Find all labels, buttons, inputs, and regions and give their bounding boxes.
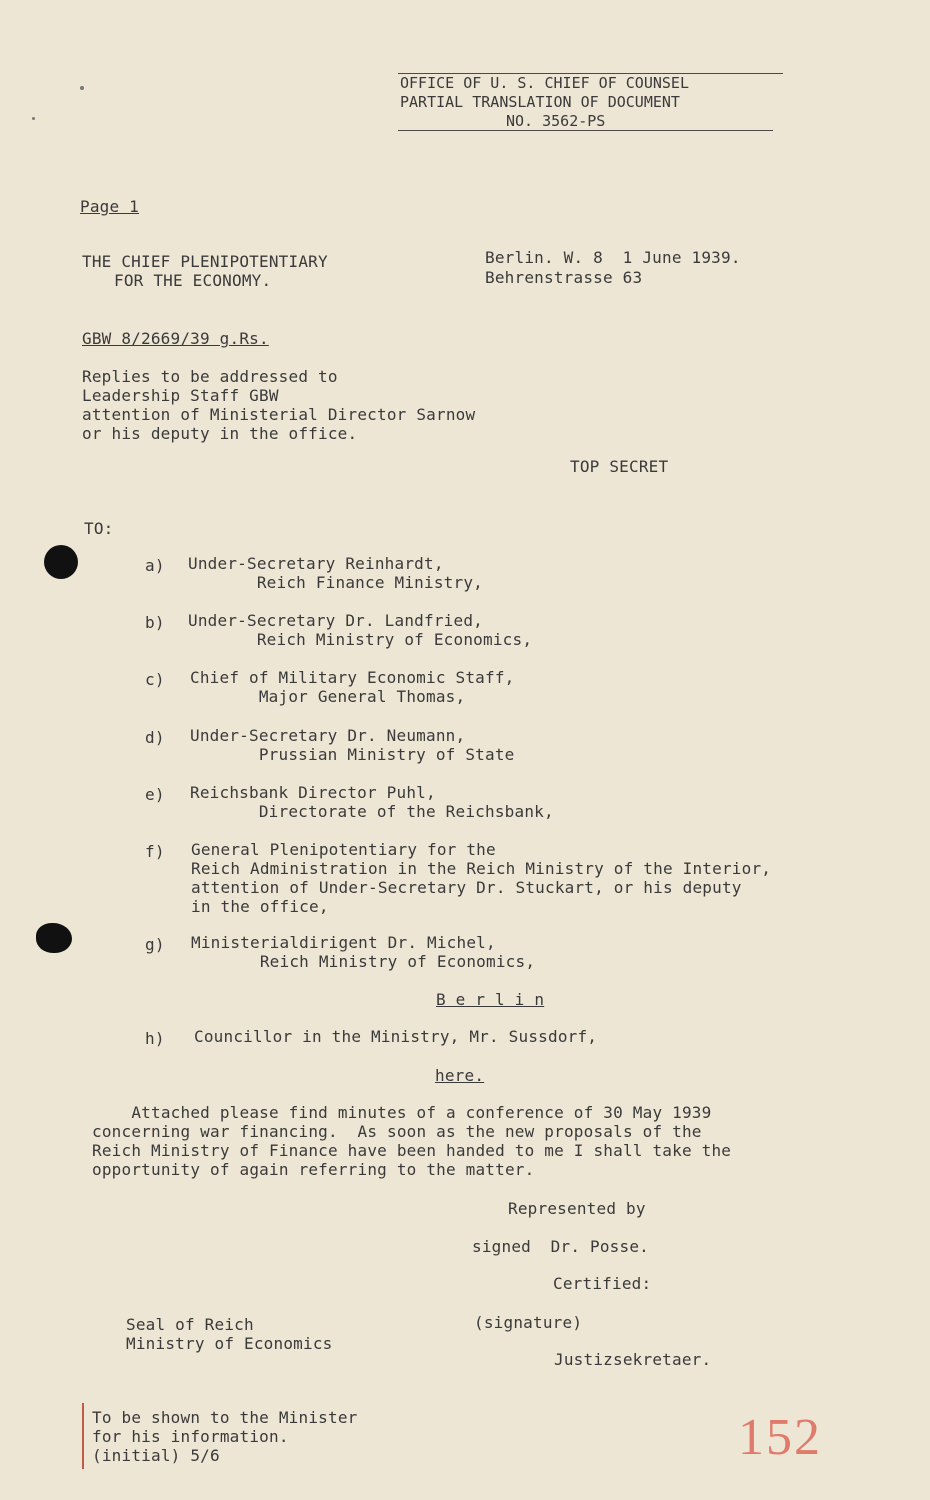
recipient-a-letter: a) (145, 556, 165, 575)
classification: TOP SECRET (570, 457, 669, 476)
sender-line-1: THE CHIEF PLENIPOTENTIARY (82, 252, 328, 271)
recipient-c-letter: c) (145, 670, 165, 689)
document-header (400, 74, 790, 131)
recipient-g-line-1: Ministerialdirigent Dr. Michel, (191, 933, 496, 952)
recipient-g-letter: g) (145, 935, 165, 954)
stamp-number: 152 (738, 1409, 822, 1466)
body-line-2: concerning war financing. As soon as the new proposals of the (92, 1122, 702, 1141)
punch-hole-bottom (36, 923, 72, 953)
recipient-h-letter: h) (145, 1029, 165, 1048)
corner-mark (80, 86, 84, 90)
note-line-1: To be shown to the Minister (92, 1408, 358, 1427)
recipient-f-line-3: attention of Under-Secretary Dr. Stuckart, or his deputy (191, 878, 742, 897)
body-line-1: Attached please find minutes of a conference of 30 May 1939 (92, 1103, 712, 1122)
place-date-line-2: Behrenstrasse 63 (485, 268, 643, 287)
recipient-a-line-2: Reich Finance Ministry, (188, 573, 483, 592)
reference-number: GBW 8/2669/39 g.Rs. (82, 329, 269, 348)
recipient-c-line-2: Major General Thomas, (190, 687, 466, 706)
recipient-b-line-2: Reich Ministry of Economics, (188, 630, 533, 649)
recipient-e-line-1: Reichsbank Director Puhl, (190, 783, 436, 802)
body-line-4: opportunity of again referring to the matter. (92, 1160, 535, 1179)
signed-line: signed Dr. Posse. (472, 1237, 649, 1256)
recipient-f-line-1: General Plenipotentiary for the (191, 840, 496, 859)
signature-note: (signature) (474, 1313, 583, 1332)
signatory-title: Justizsekretaer. (554, 1350, 712, 1369)
note-line-2: for his information. (92, 1427, 289, 1446)
certified-label: Certified: (553, 1274, 652, 1293)
recipient-e-letter: e) (145, 785, 165, 804)
recipient-a-line-1: Under-Secretary Reinhardt, (188, 554, 444, 573)
recipient-c-line-1: Chief of Military Economic Staff, (190, 668, 515, 687)
replies-line-1: Replies to be addressed to (82, 367, 338, 386)
note-line-3: (initial) 5/6 (92, 1446, 220, 1465)
to-label: TO: (84, 519, 114, 538)
recipient-g-line-2: Reich Ministry of Economics, (191, 952, 536, 971)
recipient-d-line-2: Prussian Ministry of State (190, 745, 515, 764)
header-top-rule (398, 73, 783, 74)
page-label: Page 1 (80, 197, 139, 216)
translation-title: PARTIAL TRANSLATION OF DOCUMENT (400, 93, 680, 111)
recipient-f-letter: f) (145, 842, 165, 861)
city: B e r l i n (436, 990, 545, 1009)
recipient-e-line-2: Directorate of the Reichsbank, (190, 802, 554, 821)
replies-line-4: or his deputy in the office. (82, 424, 358, 443)
sender-line-2: FOR THE ECONOMY. (114, 271, 272, 290)
recipient-b-letter: b) (145, 613, 165, 632)
recipient-h-text: Councillor in the Ministry, Mr. Sussdorf, (194, 1027, 598, 1046)
body-line-3: Reich Ministry of Finance have been handed to me I shall take the (92, 1141, 732, 1160)
represented-by: Represented by (508, 1199, 646, 1218)
place-date-line-1: Berlin. W. 8 1 June 1939. (485, 248, 741, 267)
recipient-d-letter: d) (145, 728, 165, 747)
corner-mark-2 (32, 117, 35, 120)
recipient-b-line-1: Under-Secretary Dr. Landfried, (188, 611, 483, 630)
recipient-f-line-4: in the office, (191, 897, 329, 916)
punch-hole-top (44, 545, 78, 579)
replies-line-2: Leadership Staff GBW (82, 386, 279, 405)
replies-line-3: attention of Ministerial Director Sarnow (82, 405, 476, 424)
document-number: NO. 3562-PS (506, 112, 606, 130)
margin-bracket (82, 1403, 84, 1469)
office-title: OFFICE OF U. S. CHIEF OF COUNSEL (400, 74, 689, 92)
here-label: here. (435, 1066, 485, 1085)
recipient-d-line-1: Under-Secretary Dr. Neumann, (190, 726, 466, 745)
recipient-f-line-2: Reich Administration in the Reich Ministry of the Interior, (191, 859, 772, 878)
seal-line-1: Seal of Reich (126, 1315, 254, 1334)
header-bottom-rule (398, 130, 773, 131)
seal-line-2: Ministry of Economics (126, 1334, 333, 1353)
